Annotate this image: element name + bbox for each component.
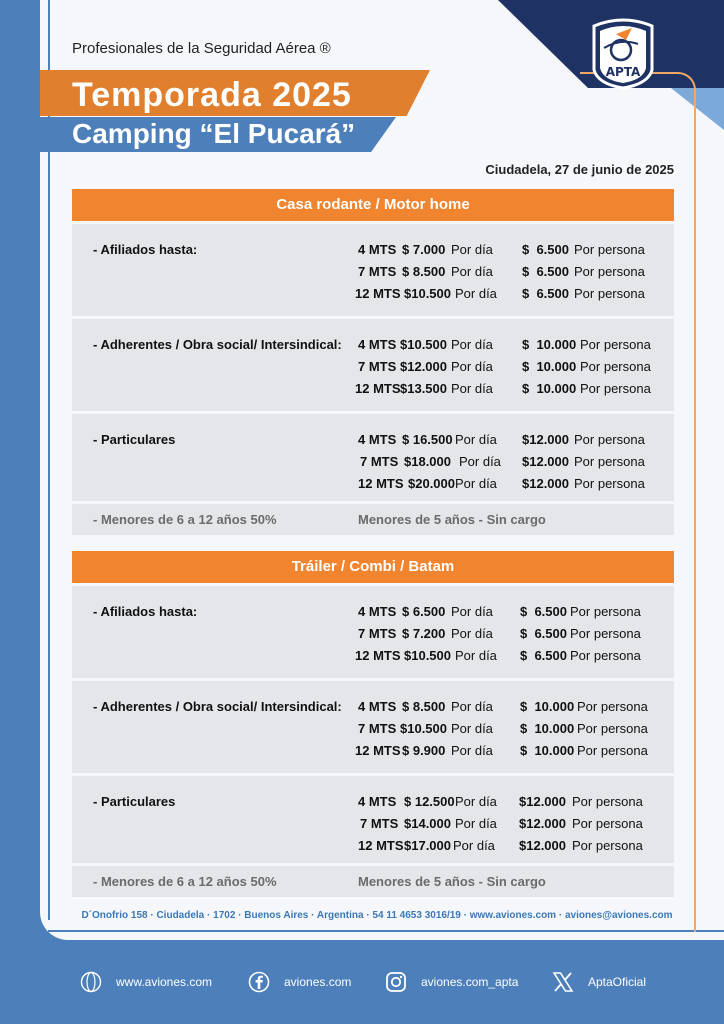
unit-cell: Por día [451, 743, 493, 758]
price-row [72, 626, 674, 644]
person-price-cell: $12.000 [519, 794, 566, 809]
price-row [72, 264, 674, 282]
size-cell: 4 MTS [358, 432, 397, 447]
price-cell: $ 6.500 [402, 604, 446, 619]
unit-cell: Por día [451, 242, 493, 257]
size-cell: 7 MTS [358, 264, 397, 279]
group-label: - Particulares [93, 432, 176, 447]
price-row [72, 476, 674, 494]
contact-address: D´Onofrio 158 · Ciudadela · 1702 · Buenos Aires · Argentina · 54 11 4653 3016/19 · www.aviones.com · aviones@aviones.com [81, 910, 673, 921]
size-cell: 12 MTS [355, 648, 401, 663]
person-unit-cell: Por persona [570, 604, 641, 619]
section-motorhome [72, 189, 674, 535]
person-unit-cell: Por persona [572, 816, 643, 831]
person-unit-cell: Por persona [580, 359, 651, 374]
price-cell: $17.000 [404, 838, 451, 853]
price-row [72, 337, 674, 355]
tagline: Profesionales de la Seguridad Aérea ® [72, 40, 331, 57]
person-unit-cell: Por persona [580, 381, 651, 396]
unit-cell: Por día [459, 454, 501, 469]
person-price-cell: $ 10.000 [522, 337, 577, 352]
person-unit-cell: Por persona [574, 264, 645, 279]
price-row [72, 721, 674, 739]
size-cell: 7 MTS [358, 721, 397, 736]
person-price-cell: $ 10.000 [522, 381, 577, 396]
note-discount: - Menores de 6 a 12 años 50% [93, 512, 277, 527]
size-cell: 12 MTS [358, 838, 404, 853]
price-group-afiliados [72, 583, 674, 678]
section-title: Casa rodante / Motor home [72, 189, 674, 221]
unit-cell: Por día [455, 794, 497, 809]
person-unit-cell: Por persona [574, 242, 645, 257]
unit-cell: Por día [451, 264, 493, 279]
unit-cell: Por día [455, 432, 497, 447]
apta-logo [588, 18, 658, 90]
note-free: Menores de 5 años - Sin cargo [358, 874, 546, 889]
person-unit-cell: Por persona [574, 432, 645, 447]
price-row [72, 838, 674, 856]
unit-cell: Por día [451, 359, 493, 374]
instagram-icon [385, 971, 407, 993]
group-label: - Particulares [93, 794, 176, 809]
price-row [72, 432, 674, 450]
person-price-cell: $ 6.500 [520, 648, 567, 663]
price-cell: $10.500 [400, 337, 447, 352]
unit-cell: Por día [451, 381, 493, 396]
price-cell: $ 7.200 [402, 626, 446, 641]
person-price-cell: $ 6.500 [520, 604, 567, 619]
person-unit-cell: Por persona [574, 454, 645, 469]
page-title: Temporada 2025 [72, 76, 352, 114]
price-cell: $13.500 [400, 381, 447, 396]
unit-cell: Por día [451, 699, 493, 714]
person-unit-cell: Por persona [572, 838, 643, 853]
price-group-adherentes [72, 678, 674, 773]
person-price-cell: $ 6.500 [522, 242, 569, 257]
price-row [72, 604, 674, 622]
social-instagram-label[interactable]: aviones.com_apta [421, 975, 519, 989]
social-facebook-label[interactable]: aviones.com [284, 975, 352, 989]
social-web[interactable] [80, 968, 212, 996]
price-group-adherentes [72, 316, 674, 411]
size-cell: 4 MTS [358, 337, 397, 352]
person-price-cell: $12.000 [519, 838, 566, 853]
person-unit-cell: Por persona [572, 794, 643, 809]
social-facebook[interactable] [248, 968, 351, 996]
price-cell: $ 8.500 [402, 699, 446, 714]
person-unit-cell: Por persona [577, 743, 648, 758]
unit-cell: Por día [451, 604, 493, 619]
price-cell: $10.500 [404, 286, 451, 301]
social-x[interactable] [552, 968, 646, 996]
price-row [72, 242, 674, 260]
price-row [72, 286, 674, 304]
document-date: Ciudadela, 27 de junio de 2025 [485, 162, 674, 177]
section-trailer [72, 551, 674, 897]
price-row [72, 699, 674, 717]
unit-cell: Por día [455, 648, 497, 663]
price-cell: $ 8.500 [402, 264, 446, 279]
section-title: Tráiler / Combi / Batam [72, 551, 674, 583]
person-price-cell: $ 6.500 [522, 264, 569, 279]
group-label: - Afiliados hasta: [93, 242, 198, 257]
size-cell: 4 MTS [358, 242, 397, 257]
unit-cell: Por día [455, 476, 497, 491]
price-group-afiliados [72, 221, 674, 316]
person-price-cell: $ 6.500 [520, 626, 567, 641]
person-price-cell: $ 10.000 [520, 699, 575, 714]
person-unit-cell: Por persona [574, 286, 645, 301]
size-cell: 4 MTS [358, 604, 397, 619]
price-cell: $12.000 [400, 359, 447, 374]
group-label: - Adherentes / Obra social/ Intersindical: [93, 699, 342, 714]
person-unit-cell: Por persona [570, 626, 641, 641]
unit-cell: Por día [451, 721, 493, 736]
note-row [72, 501, 674, 535]
price-cell: $10.500 [400, 721, 447, 736]
person-price-cell: $ 10.000 [522, 359, 577, 374]
unit-cell: Por día [451, 626, 493, 641]
price-cell: $14.000 [404, 816, 451, 831]
size-cell: 12 MTS [355, 743, 401, 758]
price-cell: $18.000 [404, 454, 451, 469]
person-unit-cell: Por persona [570, 648, 641, 663]
price-cell: $10.500 [404, 648, 451, 663]
price-row [72, 648, 674, 666]
globe-icon [80, 971, 102, 993]
size-cell: 12 MTS [358, 476, 404, 491]
price-row [72, 359, 674, 377]
price-cell: $ 7.000 [402, 242, 446, 257]
note-row [72, 863, 674, 897]
person-unit-cell: Por persona [574, 476, 645, 491]
price-cell: $20.000 [408, 476, 455, 491]
size-cell: 7 MTS [360, 454, 399, 469]
person-price-cell: $ 10.000 [520, 721, 575, 736]
price-row [72, 794, 674, 812]
size-cell: 12 MTS [355, 286, 401, 301]
social-web-label[interactable]: www.aviones.com [116, 975, 213, 989]
left-border [0, 0, 42, 1024]
size-cell: 12 MTS [355, 381, 401, 396]
price-row [72, 381, 674, 399]
size-cell: 7 MTS [358, 359, 397, 374]
note-discount: - Menores de 6 a 12 años 50% [93, 874, 277, 889]
group-label: - Afiliados hasta: [93, 604, 198, 619]
person-price-cell: $ 10.000 [520, 743, 575, 758]
size-cell: 4 MTS [358, 794, 397, 809]
price-group-particulares [72, 773, 674, 863]
facebook-icon [248, 971, 270, 993]
person-price-cell: $ 6.500 [522, 286, 569, 301]
note-free: Menores de 5 años - Sin cargo [358, 512, 546, 527]
person-unit-cell: Por persona [580, 337, 651, 352]
page-subtitle: Camping “El Pucará” [72, 118, 356, 149]
size-cell: 7 MTS [358, 626, 397, 641]
price-cell: $ 12.500 [404, 794, 455, 809]
person-unit-cell: Por persona [577, 721, 648, 736]
price-group-particulares [72, 411, 674, 501]
price-cell: $ 16.500 [402, 432, 453, 447]
logo-text: APTA [605, 65, 641, 79]
social-instagram[interactable] [385, 968, 518, 996]
size-cell: 4 MTS [358, 699, 397, 714]
unit-cell: Por día [455, 816, 497, 831]
price-cell: $ 9.900 [402, 743, 446, 758]
person-price-cell: $12.000 [522, 454, 569, 469]
price-row [72, 743, 674, 761]
unit-cell: Por día [455, 286, 497, 301]
person-price-cell: $12.000 [522, 432, 569, 447]
x-icon [552, 971, 574, 993]
price-row [72, 454, 674, 472]
person-unit-cell: Por persona [577, 699, 648, 714]
social-x-label[interactable]: AptaOficial [588, 975, 647, 989]
size-cell: 7 MTS [360, 816, 399, 831]
unit-cell: Por día [451, 337, 493, 352]
group-label: - Adherentes / Obra social/ Intersindical: [93, 337, 342, 352]
unit-cell: Por día [453, 838, 495, 853]
person-price-cell: $12.000 [519, 816, 566, 831]
person-price-cell: $12.000 [522, 476, 569, 491]
price-row [72, 816, 674, 834]
